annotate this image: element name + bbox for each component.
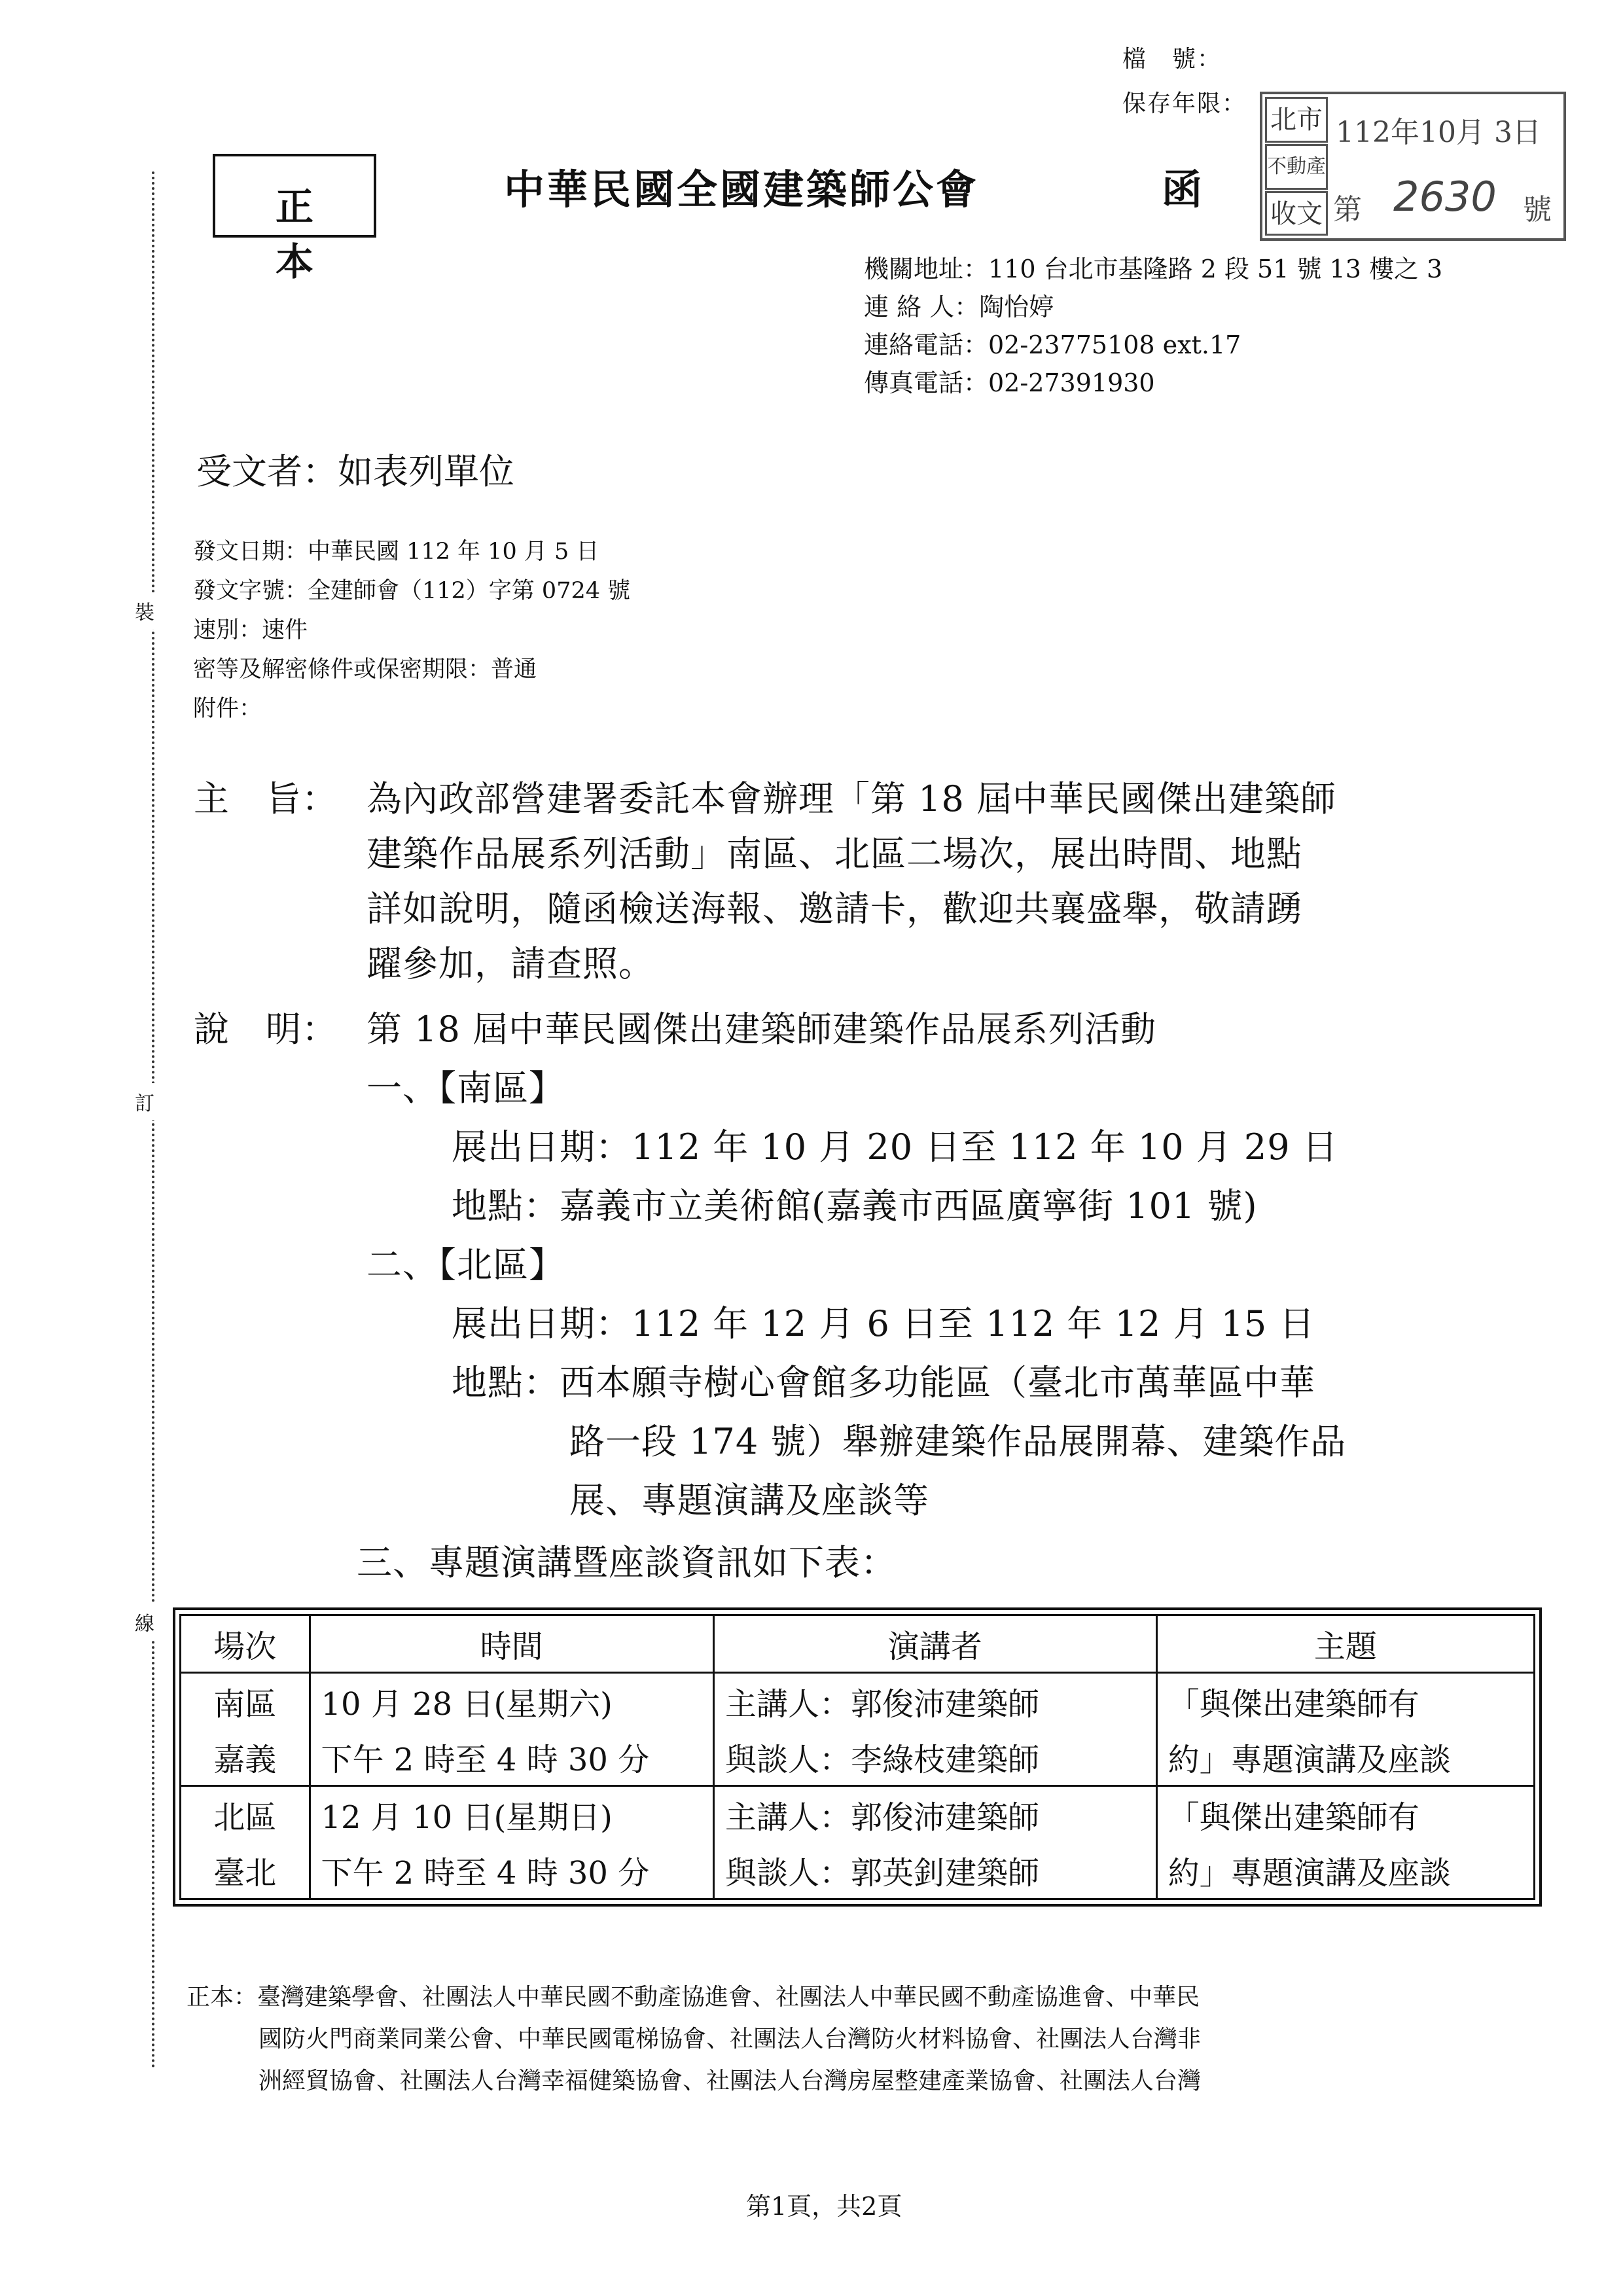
seminar-table	[179, 1614, 1535, 1900]
organization-title: 中華民國全國建築師公會	[504, 166, 980, 213]
table-row	[181, 1673, 1535, 1730]
cc-line-3: 洲經貿協會、社團法人台灣幸福健築協會、社團法人台灣房屋整建產業協會、社團法人台灣	[259, 2068, 1202, 2094]
session-cell: 南區	[181, 1673, 310, 1730]
table-row	[181, 1729, 1535, 1786]
speaker-cell: 與談人：李綠枝建築師	[713, 1729, 1156, 1786]
recipient: 受文者：如表列單位	[196, 451, 514, 492]
file-number-label: 檔 號：	[1122, 46, 1222, 73]
attachment: 附件：	[193, 696, 262, 722]
binding-char-zhuang: 裝	[135, 592, 154, 629]
south-place: 地點：嘉義市立美術館(嘉義市西區廣寧街 101 號)	[452, 1185, 1258, 1227]
reference-number: 發文字號：全建師會（112）字第 0724 號	[193, 578, 631, 604]
binding-line	[152, 171, 154, 2070]
time-cell: 下午 2 時至 4 時 30 分	[310, 1729, 713, 1786]
speaker-cell: 與談人：郭英釗建築師	[713, 1842, 1156, 1899]
header-time: 時間	[310, 1615, 713, 1673]
explanation-intro: 第 18 屆中華民國傑出建築師建築作品展系列活動	[366, 1009, 1157, 1050]
stamp-number-suffix: 號	[1523, 193, 1552, 226]
subject-line-1: 為內政部營建署委託本會辦理「第 18 屆中華民國傑出建築師	[366, 778, 1337, 819]
time-cell: 10 月 28 日(星期六)	[310, 1673, 713, 1730]
cc-line-1: 正本：臺灣建築學會、社團法人中華民國不動產協進會、社團法人中華民國不動產協進會、中華民	[187, 1984, 1200, 2011]
table-header-row	[181, 1615, 1535, 1673]
subject-line-2: 建築作品展系列活動」南區、北區二場次，展出時間、地點	[366, 833, 1302, 874]
subject-line-4: 躍參加，請查照。	[366, 943, 654, 984]
receipt-stamp	[1260, 92, 1566, 241]
topic-cell: 「與傑出建築師有	[1156, 1673, 1534, 1730]
header-session: 場次	[181, 1615, 310, 1673]
stamp-category: 不動產	[1265, 144, 1328, 190]
binding-char-ding: 訂	[135, 1083, 154, 1120]
original-copy-label: 正 本	[275, 185, 333, 284]
stamp-date: 112年10月 3日	[1336, 116, 1541, 149]
south-heading: 一、【南區】	[366, 1067, 565, 1109]
page-number: 第1頁，共2頁	[746, 2192, 902, 2221]
header-speaker: 演講者	[713, 1615, 1156, 1673]
contact-address: 機關地址：110 台北市基隆路 2 段 51 號 13 樓之 3	[864, 255, 1443, 283]
contact-person: 連 絡 人：陶怡婷	[864, 293, 1054, 321]
stamp-number-prefix: 第	[1333, 193, 1362, 226]
session-cell: 臺北	[181, 1842, 310, 1899]
subject-line-3: 詳如說明，隨函檢送海報、邀請卡，歡迎共襄盛舉，敬請踴	[366, 888, 1302, 929]
topic-cell: 「與傑出建築師有	[1156, 1786, 1534, 1843]
subject-label: 主 旨：	[194, 778, 338, 819]
explanation-label: 說 明：	[194, 1009, 338, 1050]
speaker-cell: 主講人：郭俊沛建築師	[713, 1673, 1156, 1730]
north-place-line-3: 展、專題演講及座談等	[569, 1480, 929, 1521]
stamp-receipt: 收文	[1265, 191, 1328, 236]
speed-class: 速別：速件	[193, 617, 308, 643]
stamp-number-handwritten: 2630	[1393, 173, 1497, 221]
topic-cell: 約」專題演講及座談	[1156, 1842, 1534, 1899]
north-date: 展出日期：112 年 12 月 6 日至 112 年 12 月 15 日	[452, 1303, 1315, 1344]
table-intro: 三、專題演講暨座談資訊如下表：	[357, 1542, 897, 1583]
stamp-city: 北市	[1265, 97, 1328, 143]
table-row	[181, 1786, 1535, 1843]
north-place-line-1: 地點：西本願寺樹心會館多功能區（臺北市萬華區中華	[452, 1362, 1315, 1403]
contact-phone: 連絡電話：02-23775108 ext.17	[864, 331, 1241, 359]
cc-line-2: 國防火門商業同業公會、中華民國電梯協會、社團法人台灣防火材料協會、社團法人台灣非	[259, 2026, 1202, 2053]
north-heading: 二、【北區】	[366, 1244, 565, 1285]
header-topic: 主題	[1156, 1615, 1534, 1673]
time-cell: 12 月 10 日(星期日)	[310, 1786, 713, 1843]
issue-date: 發文日期：中華民國 112 年 10 月 5 日	[193, 539, 599, 565]
south-date: 展出日期：112 年 10 月 20 日至 112 年 10 月 29 日	[452, 1126, 1338, 1168]
session-cell: 嘉義	[181, 1729, 310, 1786]
time-cell: 下午 2 時至 4 時 30 分	[310, 1842, 713, 1899]
security-level: 密等及解密條件或保密期限：普通	[193, 656, 537, 683]
original-copy-box	[213, 154, 376, 284]
session-cell: 北區	[181, 1786, 310, 1843]
north-place-line-2: 路一段 174 號）舉辦建築作品展開幕、建築作品	[569, 1421, 1347, 1462]
speaker-cell: 主講人：郭俊沛建築師	[713, 1786, 1156, 1843]
binding-char-xian: 線	[135, 1604, 154, 1640]
topic-cell: 約」專題演講及座談	[1156, 1729, 1534, 1786]
retention-label: 保存年限：	[1122, 90, 1247, 117]
contact-fax: 傳真電話：02-27391930	[864, 368, 1155, 397]
document-type: 函	[1162, 166, 1203, 213]
table-row	[181, 1842, 1535, 1899]
